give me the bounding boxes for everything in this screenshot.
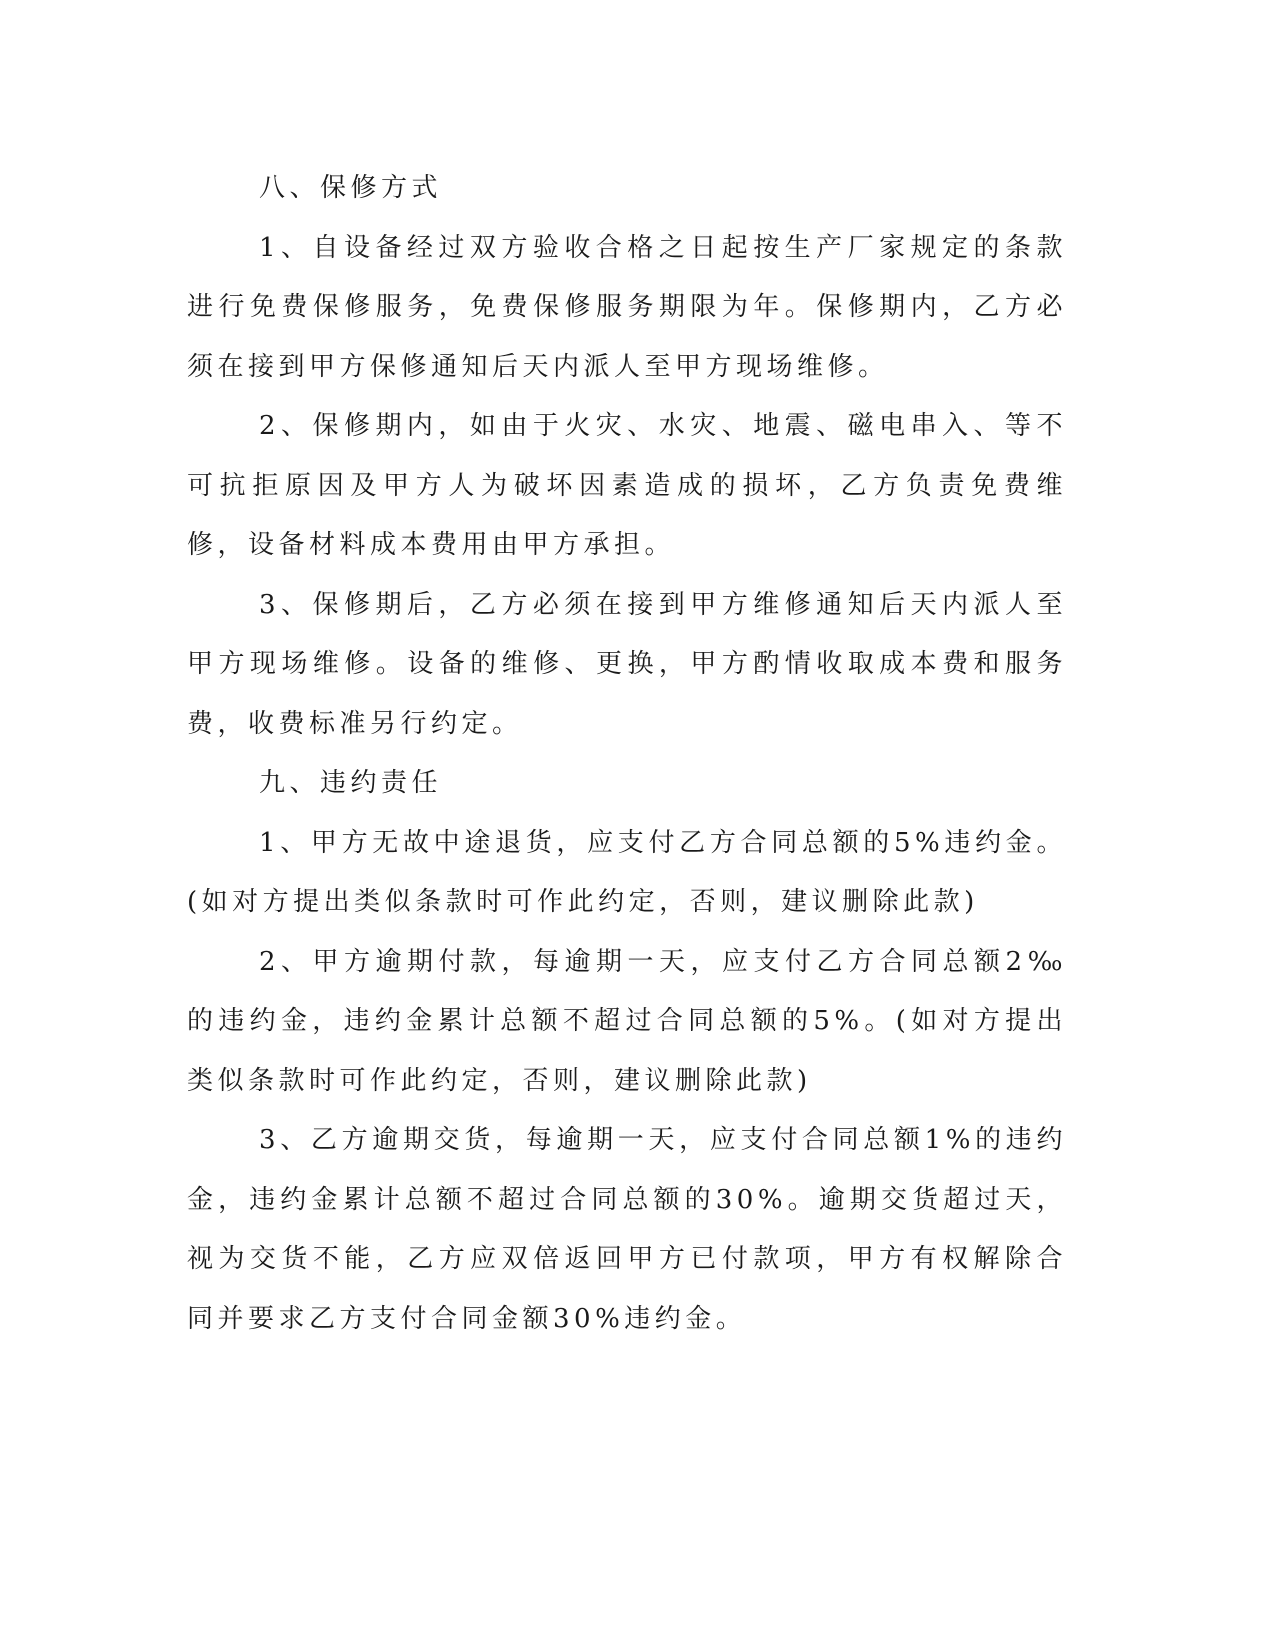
section-heading-liability: 九、违约责任 xyxy=(259,768,443,798)
liability-clause-2: 2、甲方逾期付款，每逾期一天，应支付乙方合同总额2‰的违约金，违约金累计总额不超过合同总额的5%。(如对方提出类似条款时可作此约定，否则，建议删除此款) xyxy=(187,946,1067,1096)
liability-clause-3: 3、乙方逾期交货，每逾期一天，应支付合同总额1%的违约金，违约金累计总额不超过合同总额的30%。逾期交货超过天，视为交货不能，乙方应双倍返回甲方已付款项，甲方有权解除合同并要求乙方支付合同金额30%违约金。 xyxy=(187,1125,1067,1334)
section-heading-warranty: 八、保修方式 xyxy=(259,173,443,203)
liability-clause-1: 1、甲方无故中途退货，应支付乙方合同总额的5%违约金。(如对方提出类似条款时可作此约定，否则，建议删除此款) xyxy=(187,827,1067,917)
warranty-clause-1: 1、自设备经过双方验收合格之日起按生产厂家规定的条款进行免费保修服务，免费保修服务期限为年。保修期内，乙方必须在接到甲方保修通知后天内派人至甲方现场维修。 xyxy=(187,232,1067,382)
warranty-clause-2: 2、保修期内，如由于火灾、水灾、地震、磁电串入、等不可抗拒原因及甲方人为破坏因素造成的损坏，乙方负责免费维修，设备材料成本费用由甲方承担。 xyxy=(187,411,1067,560)
warranty-clause-3: 3、保修期后，乙方必须在接到甲方维修通知后天内派人至甲方现场维修。设备的维修、更换，甲方酌情收取成本费和服务费，收费标准另行约定。 xyxy=(187,589,1067,739)
document-body xyxy=(187,159,1067,1349)
